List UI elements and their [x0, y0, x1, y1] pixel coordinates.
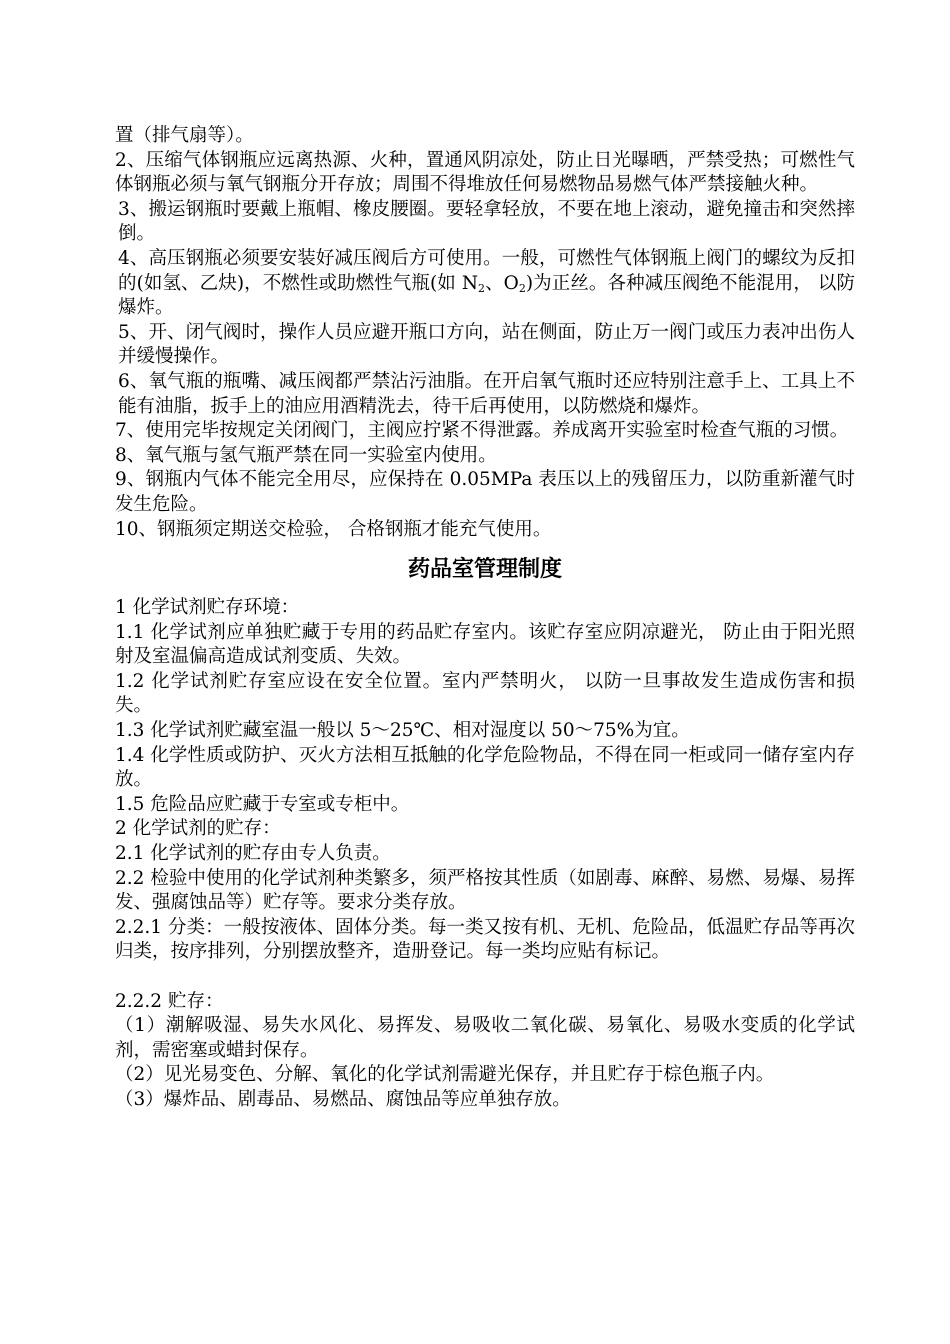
blank-line — [115, 965, 855, 990]
paragraph: 5、开、闭气阀时，操作人员应避开瓶口方向，站在侧面，防止万一阀门或压力表冲出伤人并缓慢操作。 — [118, 321, 855, 368]
paragraph: 1.2 化学试剂贮存室应设在安全位置。室内严禁明火， 以防一旦事故发生造成伤害和损失。 — [115, 670, 855, 717]
paragraph: 2、压缩气体钢瓶应远离热源、火种，置通风阴凉处，防止日光曝晒，严禁受热；可燃性气体钢瓶必须与氧气钢瓶分开存放；周围不得堆放任何易燃物品易燃气体严禁接触火种。 — [115, 149, 855, 196]
paragraph: 1.4 化学性质或防护、灭火方法相互抵触的化学危险物品，不得在同一柜或同一储存室内存放。 — [115, 744, 855, 791]
paragraph-text: 4、高压钢瓶必须要安装好减压阀后方可使用。一般，可燃性气体钢瓶上阀门的螺纹为反扣的(如氢、乙炔)，不燃性或助燃性气瓶(如 N — [118, 247, 855, 294]
section-title: 药品室管理制度 — [407, 557, 562, 583]
paragraph: 1.1 化学试剂应单独贮藏于专用的药品贮存室内。该贮存室应阴凉避光， 防止由于阳光照射及室温偏高造成试剂变质、失效。 — [115, 621, 855, 668]
paragraph: 置（排气扇等）。 — [115, 125, 254, 146]
paragraph: （3）爆炸品、剧毒品、易燃品、腐蚀品等应单独存放。 — [115, 1088, 571, 1110]
paragraph: 6、氧气瓶的瓶嘴、减压阀都严禁沾污油脂。在开启氧气瓶时还应特别注意手上、工具上不能有油脂，扳手上的油应用酒精洗去，待干后再使用，以防燃烧和爆炸。 — [118, 370, 855, 417]
paragraph-text: 、O — [485, 272, 519, 294]
document-page — [115, 124, 855, 1113]
paragraph: 8、氧气瓶与氢气瓶严禁在同一实验室内使用。 — [115, 444, 497, 466]
paragraph: 2.2.1 分类：一般按液体、固体分类。每一类又按有机、无机、危险品，低温贮存品等再次归类，按序排列，分别摆放整齐，造册登记。每一类均应贴有标记。 — [115, 916, 855, 963]
subscript: 2 — [478, 281, 486, 295]
paragraph: 9、钢瓶内气体不能完全用尽，应保持在 0.05MPa 表压以上的残留压力，以防重新灌气时发生危险。 — [115, 469, 855, 515]
paragraph: 2.2.2 贮存： — [115, 990, 224, 1012]
paragraph: 1.5 危险品应贮藏于专室或专柜中。 — [115, 793, 410, 815]
paragraph: （1）潮解吸湿、易失水风化、易挥发、易吸收二氧化碳、易氧化、易吸水变质的化学试剂，需密塞或蜡封保存。 — [115, 1015, 855, 1061]
paragraph: 2 化学试剂的贮存： — [115, 818, 281, 840]
paragraph-text: )为正丝。各种减压阀绝不能混用， 以防爆炸。 — [118, 272, 855, 319]
paragraph: 7、使用完毕按规定关闭阀门，主阀应拧紧不得泄露。养成离开实验室时检查气瓶的习惯。 — [115, 420, 849, 442]
gas-cylinder-rules — [115, 124, 855, 542]
paragraph: （2）见光易变色、分解、氧化的化学试剂需避光保存，并且贮存于棕色瓶子内。 — [115, 1064, 775, 1086]
paragraph: 3、搬运钢瓶时要戴上瓶帽、橡皮腰圈。要轻拿轻放，不要在地上滚动，避免撞击和突然摔倒。 — [118, 198, 855, 245]
paragraph: 2.1 化学试剂的贮存由专人负责。 — [115, 843, 391, 865]
paragraph: 10、钢瓶须定期送交检验， 合格钢瓶才能充气使用。 — [115, 518, 552, 540]
subscript: 2 — [518, 281, 526, 295]
paragraph: 1.3 化学试剂贮藏室温一般以 5～25℃、相对湿度以 50～75%为宜。 — [115, 720, 690, 742]
reagent-room-rules — [115, 596, 855, 1112]
paragraph: 2.2 检验中使用的化学试剂种类繁多，须严格按其性质（如剧毒、麻醉、易燃、易爆、易挥发、强腐蚀品等）贮存等。要求分类存放。 — [115, 867, 855, 914]
paragraph — [115, 247, 855, 321]
paragraph: 1 化学试剂贮存环境： — [115, 597, 300, 619]
